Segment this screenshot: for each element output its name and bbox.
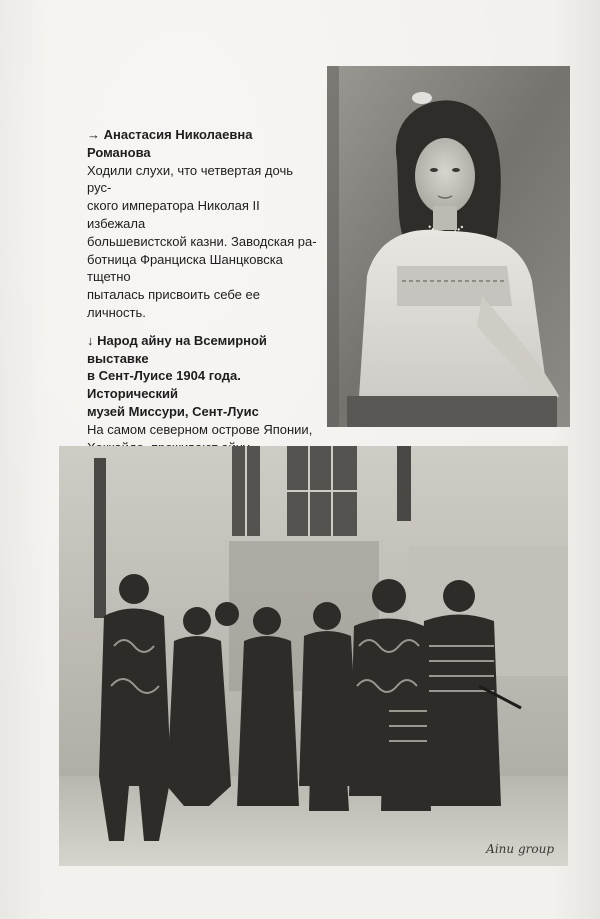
caption-2-heading-line: музей Миссури, Сент-Луис	[87, 403, 259, 419]
caption-1-line: большевистской казни. Заводская ра-	[87, 233, 317, 249]
group-photo	[59, 446, 568, 866]
caption-1-heading: → Анастасия Николаевна Романова	[87, 127, 253, 160]
caption-1-line: ботница Франциска Шанцковска тщетно	[87, 251, 283, 285]
caption-2-heading-line: ↓ Народ айну на Всемирной выставке	[87, 332, 267, 366]
caption-2-heading-line: в Сент-Луисе 1904 года. Исторический	[87, 368, 241, 402]
portrait-photo	[327, 66, 570, 427]
portrait-illustration	[327, 66, 570, 427]
caption-1-line: ского императора Николая II избежала	[87, 198, 260, 231]
caption-2-line: На самом северном острове Японии,	[87, 421, 313, 437]
group-illustration	[59, 446, 568, 866]
caption-1-line: пыталась присвоить себе ее личность.	[87, 287, 260, 320]
photo-signature: Ainu group	[486, 842, 554, 856]
caption-1-line: Ходили слухи, что четвертая дочь рус-	[87, 162, 293, 196]
